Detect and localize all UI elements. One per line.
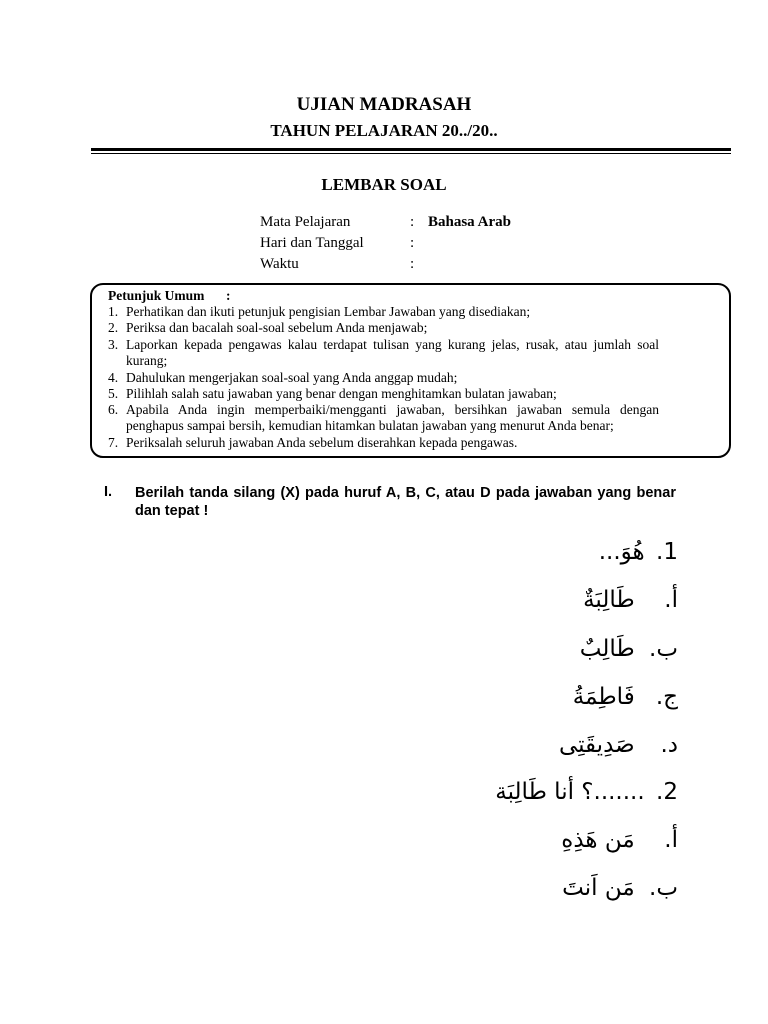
instruction-text: Periksa dan bacalah soal-soal sebelum Anda menjawab; <box>126 320 428 335</box>
option-1d[interactable] <box>559 728 678 762</box>
instruction-number: 3. <box>108 337 119 352</box>
instruction-item <box>108 320 659 336</box>
section-instruction: Berilah tanda silang (X) pada huruf A, B, C, atau D pada jawaban yang benar dan tepat ! <box>135 485 676 519</box>
question-number: 2. <box>656 779 678 805</box>
instructions-heading-text: Petunjuk Umum <box>108 288 205 303</box>
question-text: .......؟ أنا طَالِبَة <box>495 779 645 805</box>
instruction-number: 5. <box>108 386 119 401</box>
option-text: صَدِيقَتِى <box>558 732 635 758</box>
instruction-number: 1. <box>108 304 119 319</box>
section-number: I. <box>104 484 113 500</box>
option-2b[interactable] <box>562 871 678 905</box>
instruction-item <box>108 435 659 451</box>
option-text: فَاطِمَةُ <box>572 684 635 710</box>
question-2 <box>495 775 678 809</box>
instruction-number: 6. <box>108 402 119 417</box>
instruction-item <box>108 386 659 402</box>
option-1b[interactable] <box>580 632 678 666</box>
question-text: هُوَ... <box>598 539 645 565</box>
question-1 <box>599 535 678 569</box>
instruction-item <box>108 337 659 370</box>
question-number: 1. <box>656 539 678 565</box>
instruction-item <box>108 402 659 435</box>
info-separator: : <box>410 214 415 230</box>
info-label: Hari dan Tanggal <box>260 235 364 251</box>
academic-year: TAHUN PELAJARAN 20../20.. <box>270 121 498 140</box>
instruction-item <box>108 304 659 320</box>
instruction-text: Dahulukan mengerjakan soal-soal yang Anda anggap mudah; <box>126 370 458 385</box>
option-1c[interactable] <box>573 680 678 714</box>
instruction-text: Periksalah seluruh jawaban Anda sebelum diserahkan kepada pengawas. <box>126 435 518 450</box>
option-letter: ج. <box>655 684 678 710</box>
option-text: طَالِبٌ <box>579 636 635 662</box>
option-letter: د. <box>660 732 678 758</box>
instruction-number: 4. <box>108 370 119 385</box>
instructions-heading-separator: : <box>226 288 231 303</box>
sheet-title: LEMBAR SOAL <box>321 175 447 194</box>
instruction-number: 2. <box>108 320 119 335</box>
header-divider-thick <box>91 148 731 151</box>
info-value: Bahasa Arab <box>428 214 511 230</box>
exam-title: UJIAN MADRASAH <box>296 94 472 115</box>
option-2a[interactable] <box>561 823 678 857</box>
instruction-number: 7. <box>108 435 119 450</box>
instruction-text: Apabila Anda ingin memperbaiki/mengganti jawaban, bersihkan jawaban semula dengan penghapus sampai bersih, kemudian hitamkan bulatan jawaban yang menurut Anda benar; <box>126 402 659 434</box>
option-letter: أ. <box>664 827 678 853</box>
option-letter: ب. <box>649 875 678 901</box>
info-label: Waktu <box>260 256 299 272</box>
instruction-item <box>108 370 659 386</box>
option-1a[interactable] <box>583 583 678 617</box>
info-label: Mata Pelajaran <box>260 214 351 230</box>
instructions-heading <box>108 288 231 304</box>
instruction-text: Laporkan kepada pengawas kalau terdapat tulisan yang kurang jelas, rusak, atau jumlah soal kurang; <box>126 337 659 369</box>
instruction-text: Pilihlah salah satu jawaban yang benar dengan menghitamkan bulatan jawaban; <box>126 386 557 401</box>
instruction-text: Perhatikan dan ikuti petunjuk pengisian Lembar Jawaban yang disediakan; <box>126 304 531 319</box>
info-separator: : <box>410 256 415 272</box>
option-letter: أ. <box>664 587 678 613</box>
option-letter: ب. <box>649 636 678 662</box>
option-text: مَن هَذِهِ <box>561 827 635 853</box>
info-separator: : <box>410 235 415 251</box>
header-divider-thin <box>91 153 731 154</box>
option-text: مَن اَنتَ <box>562 875 635 901</box>
option-text: طَالِبَةٌ <box>583 587 635 613</box>
